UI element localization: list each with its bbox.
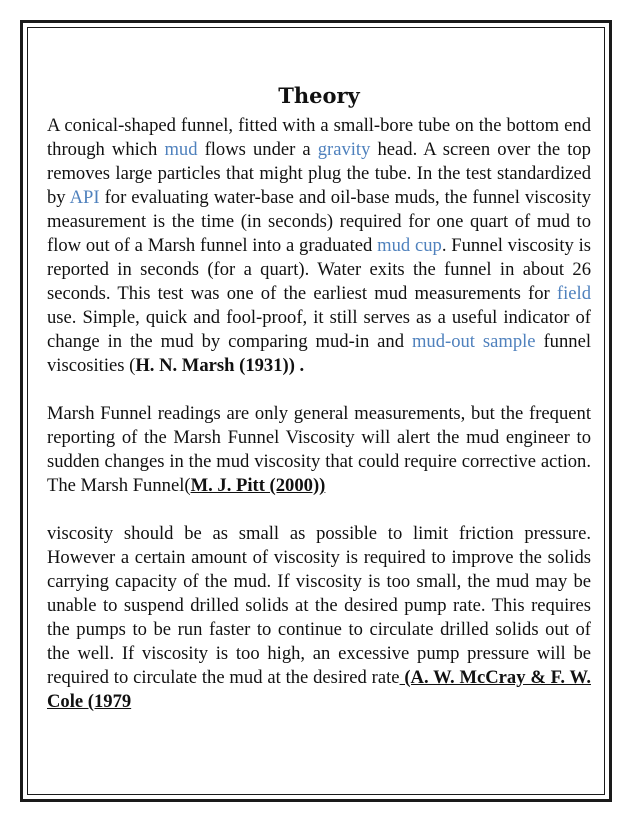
- citation-marsh-1931: H. N. Marsh (1931)) .: [135, 355, 305, 376]
- text-run: head. A screen over the top removes large particles that might plug the tube. In the test standardized by: [47, 139, 591, 208]
- paragraph-marsh-funnel-readings: [47, 402, 591, 498]
- document-body: [47, 82, 591, 714]
- text-run: flows under a: [197, 139, 318, 160]
- text-run: . Funnel viscosity is reported in seconds (for a quart). Water exits the funnel in about 26 seconds. This test was one of the earliest mud measurements for: [47, 235, 591, 304]
- paragraph-marsh-funnel-description: [47, 114, 591, 378]
- text-run: use. Simple, quick and fool-proof, it still serves as a useful indicator of change in the mud by comparing mud-in and: [47, 307, 591, 352]
- paragraph-viscosity: [47, 522, 591, 714]
- link-mud[interactable]: mud: [164, 139, 198, 160]
- text-run: funnel viscosities (: [47, 331, 591, 376]
- text-run: for evaluating water-base and oil-base muds, the funnel viscosity measurement is the time (in seconds) required for one quart of mud to flow out of a Marsh funnel into a graduated: [47, 187, 591, 256]
- text-run: Marsh Funnel readings are only general measurements, but the frequent reporting of the Marsh Funnel Viscosity will alert the mud engineer to sudden changes in the mud viscosity that could require corrective action. The Marsh Funnel(: [47, 403, 591, 496]
- link-field[interactable]: field: [556, 283, 591, 304]
- citation-mccray-cole-1979: (A. W. McCray & F. W. Cole (1979: [47, 667, 591, 712]
- text-run: A conical-shaped funnel, fitted with a small-bore tube on the bottom end through which: [47, 115, 591, 160]
- page-title: Theory: [278, 83, 360, 108]
- link-mud-cup[interactable]: mud cup: [377, 235, 442, 256]
- link-api[interactable]: API: [69, 187, 100, 208]
- link-gravity[interactable]: gravity: [317, 139, 371, 160]
- citation-pitt-2000: M. J. Pitt (2000)): [190, 475, 326, 496]
- link-mud-out-sample[interactable]: mud-out sample: [411, 331, 536, 352]
- text-run: viscosity should be as small as possible to limit friction pressure. However a certain amount of viscosity is required to improve the solids carrying capacity of the mud. If viscosity is too small, the mud may be unable to suspend drilled solids at the desired pump rate. This requires the pumps to be run faster to continue to circulate drilled solids out of the well. If viscosity is too high, an excessive pump pressure will be required to circulate the mud at the desired rate: [47, 523, 591, 688]
